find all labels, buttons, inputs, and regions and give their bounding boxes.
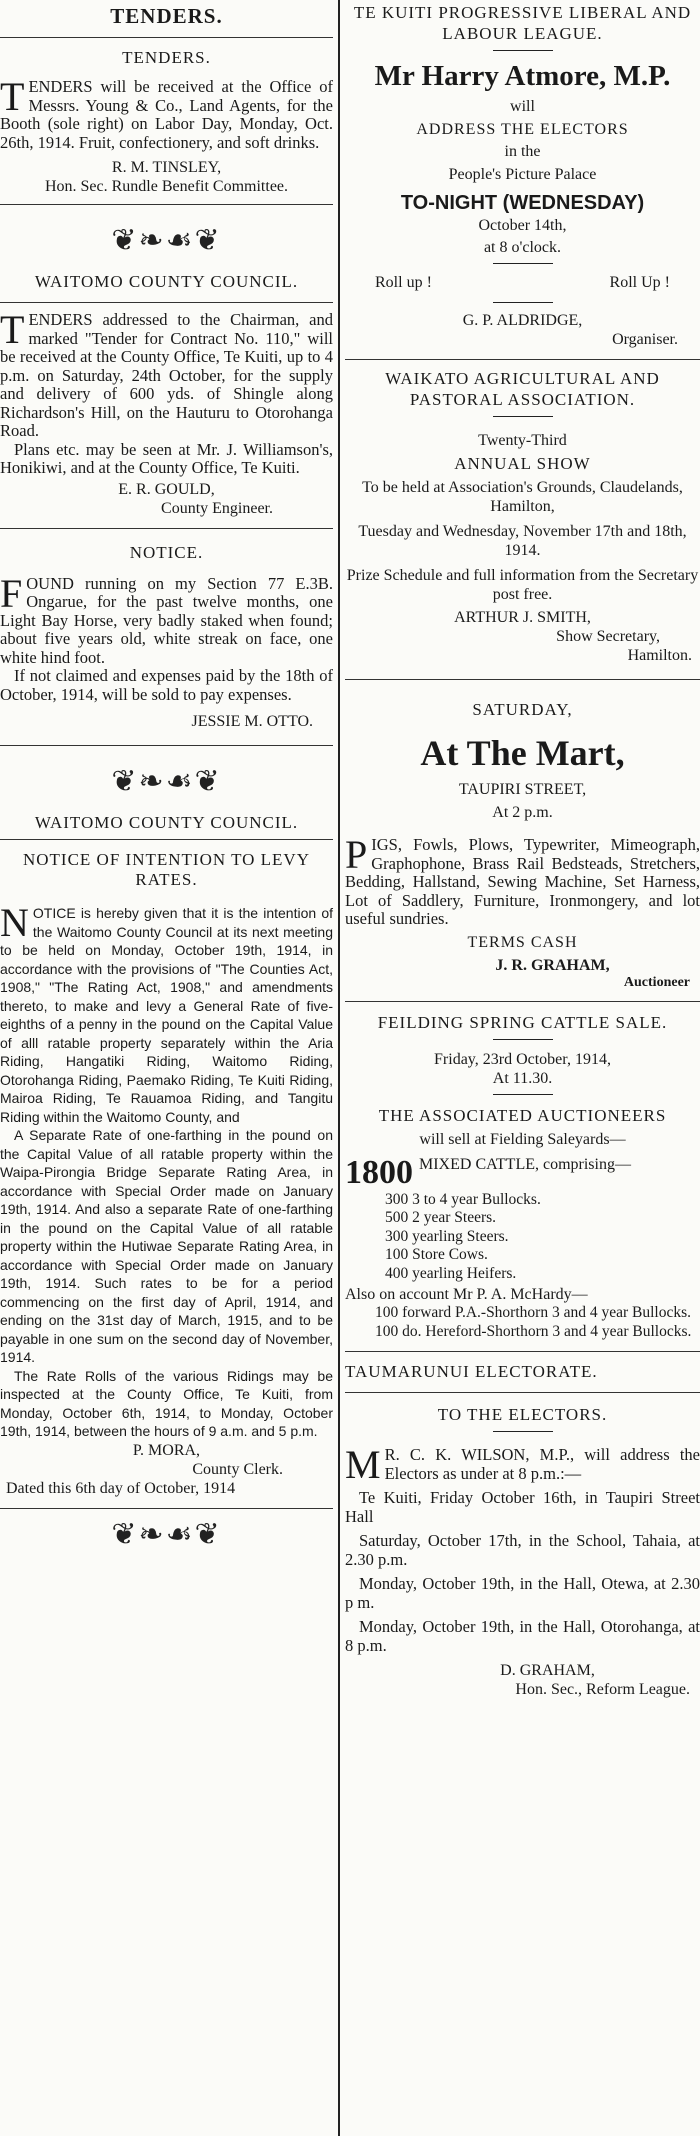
- atmore-tonight: TO-NIGHT (WEDNESDAY): [400, 192, 645, 214]
- roll-up-line: [345, 274, 700, 292]
- wilson-sig-name: D. GRAHAM,: [500, 1662, 595, 1679]
- divider: [345, 1351, 700, 1352]
- feilding-will-sell: will sell at Fielding Saleyards—: [419, 1130, 626, 1148]
- council2-separate-rate: A Separate Rate of one-farthing in the pound on the Capital Value of all ratable property within the Waipa-Pirongia Bridge Separate Rating Area, in accordance with Special Order made on January 19th, 1914. And also a separate Rate of one-farthing in the pound on the Capital Value of all ratable property within the Hutiwae Separate Rating Area, in accordance with Special Order made on January 19th, 1914. Such rates to be for a period commencing on the first day of April, 1914, and ending on the 31st day of March, 1915, and to be payable in one sum on the second day of November, 1914.: [0, 1127, 333, 1365]
- short-rule: [493, 263, 553, 264]
- column-divider: [338, 0, 340, 2136]
- printer-ornament-icon: ❦❧☙❦: [111, 224, 222, 257]
- short-rule: [493, 416, 553, 417]
- council1-sig-title: County Engineer.: [161, 499, 273, 517]
- mart-time: At 2 p.m.: [492, 804, 553, 821]
- waikato-sig-place: Hamilton.: [627, 647, 692, 664]
- mart-title: At The Mart,: [420, 733, 625, 773]
- short-rule: [493, 1039, 553, 1040]
- list-item: Monday, October 19th, in the Hall, Otewa, at 2.30 p m.: [345, 1574, 700, 1612]
- divider: [0, 204, 333, 205]
- taumarunui-header: TAUMARUNUI ELECTORATE.: [345, 1362, 598, 1381]
- roll-up-right: Roll Up !: [609, 274, 670, 291]
- notice-body: [0, 570, 333, 668]
- atmore-date: October 14th,: [478, 217, 567, 234]
- list-item: 100 forward P.A.-Shorthorn 3 and 4 year Bullocks.: [375, 1304, 691, 1321]
- tenders-sig-name: R. M. TINSLEY,: [111, 159, 222, 176]
- waikato-dates: Tuesday and Wednesday, November 17th and 18th, 1914.: [358, 523, 687, 559]
- feilding-also: Also on account Mr P. A. McHardy—: [345, 1286, 588, 1303]
- feilding-header: FEILDING SPRING CATTLE SALE.: [377, 1012, 668, 1032]
- drop-cap: N: [0, 900, 29, 945]
- mart-sig-name: J. R. GRAHAM,: [495, 956, 610, 974]
- waikato-prize: Prize Schedule and full information from the Secretary post free.: [346, 567, 699, 603]
- council1-header: WAITOMO COUNTY COUNCIL.: [34, 272, 299, 291]
- list-item: 400 yearling Heifers.: [385, 1264, 517, 1282]
- list-item: 300 yearling Steers.: [385, 1227, 509, 1245]
- divider: [345, 1001, 700, 1002]
- notice-header: NOTICE.: [129, 542, 204, 562]
- council1-text: ENDERS addressed to the Chairman, and marked "Tender for Contract No. 110," will be received at the County Office, Te Kuiti, up to 4 p.m. on Saturday, 24th October, for the supply and delivery of 600 yds. of Shingle along Richardson's Hill, on the Hauturu to Otorohanga Road.: [0, 310, 333, 440]
- divider: [0, 37, 333, 38]
- wilson-sig-title: Hon. Sec., Reform League.: [515, 1681, 690, 1698]
- drop-cap: T: [0, 307, 25, 352]
- drop-cap: M: [345, 1442, 381, 1487]
- notice-text: OUND running on my Section 77 E.3B. Ongarue, for the past twelve months, one Light Bay Horse, very badly staked when found; about five years old, white streak on face, one white hind foot.: [0, 573, 333, 667]
- list-item: 100 Store Cows.: [385, 1246, 488, 1263]
- council2-subheader: NOTICE OF INTENTION TO LEVY RATES.: [22, 850, 310, 889]
- atmore-sig-title: Organiser.: [612, 331, 678, 348]
- council2-text: OTICE is hereby given that it is the intention of the Waitomo County Council at its next meeting to be held on Monday, October 19th, 1914, in accordance with the provisions of "The Counties Act, 1908," "The Rating Act, 1908," and amendments thereto, to make and levy a General Rate of five-eighths of a penny in the pound on the Capital Value of alll ratable property separately within the Aria Riding, Hangatiki Riding, Waitomo Riding, Otorohanga Riding, Paemako Riding, Te Kuiti Riding, Mairoa Riding, Te Rauamoa Riding, and Tangitu Riding within the Waitomo County, and: [0, 905, 333, 1125]
- feilding-count-line: [345, 1155, 700, 1191]
- wilson-intro: [345, 1442, 700, 1487]
- printer-ornament-icon: ❦❧☙❦: [111, 1517, 222, 1551]
- divider: [0, 302, 333, 303]
- feilding-items: [345, 1191, 700, 1284]
- short-rule: [493, 1094, 553, 1095]
- waikato-sig-title: Show Secretary,: [556, 628, 660, 645]
- waikato-held: To be held at Association's Grounds, Claudelands, Hamilton,: [362, 479, 683, 515]
- electors-header: TO THE ELECTORS.: [437, 1405, 608, 1424]
- divider: [345, 359, 700, 360]
- divider: [345, 1392, 700, 1393]
- council2-rate-rolls: The Rate Rolls of the various Ridings may be inspected at the County Office, Te Kuiti, from Monday, October 6th, 1914, to Monday, October 19th, 1914, between the hours of 9 a.m. and 5 p.m.: [0, 1367, 333, 1439]
- left-column: [0, 0, 333, 1566]
- short-rule: [493, 302, 553, 303]
- right-column: [345, 0, 700, 1699]
- mart-sig-title: Auctioneer: [623, 974, 690, 990]
- list-item: 100 do. Hereford-Shorthorn 3 and 4 year Bullocks.: [375, 1322, 692, 1340]
- feilding-count: 1800: [345, 1154, 413, 1191]
- atmore-venue: People's Picture Palace: [448, 166, 597, 183]
- mart-body: [345, 832, 700, 929]
- short-rule: [493, 50, 553, 51]
- tenders-body: [0, 74, 333, 152]
- atmore-name: Mr Harry Atmore, M.P.: [374, 60, 671, 92]
- council2-dated: Dated this 6th day of October, 1914: [6, 1479, 236, 1497]
- tenders-text: ENDERS will be received at the Office of Messrs. Young & Co., Land Agents, for the Booth (sole right) on Labor Day, Monday, Oct. 26th, 1914. Fruit, confectionery, and soft drinks.: [0, 77, 333, 152]
- atmore-address: ADDRESS THE ELECTORS: [416, 121, 629, 138]
- short-rule: [493, 1431, 553, 1432]
- tenders-subheader: TENDERS.: [122, 48, 211, 67]
- council2-header: WAITOMO COUNTY COUNCIL.: [34, 813, 299, 832]
- drop-cap: P: [345, 832, 368, 877]
- council2-body: [0, 900, 333, 1126]
- divider: [0, 839, 333, 840]
- list-item: Saturday, October 17th, in the School, Tahaia, at 2.30 p.m.: [345, 1531, 700, 1569]
- council2-sig-title: County Clerk.: [192, 1460, 283, 1478]
- notice-sig: JESSIE M. OTTO.: [191, 713, 313, 730]
- council1-plans: Plans etc. may be seen at Mr. J. Williamson's, Honikiwi, and at the County Office, Te Kuiti.: [0, 439, 333, 477]
- waikato-show: ANNUAL SHOW: [454, 454, 591, 473]
- feilding-date: Friday, 23rd October, 1914,: [434, 1050, 611, 1068]
- atmore-sig-name: G. P. ALDRIDGE,: [462, 312, 583, 329]
- mart-text: IGS, Fowls, Plows, Typewriter, Mimeograph, Graphophone, Brass Rail Bedsteads, Stretchers, Bedding, Hallstand, Sewing Machine, Set Harness, Lot of Saddlery, Furniture, Ironmongery, and lot useful sundries.: [345, 835, 700, 928]
- wilson-text: R. C. K. WILSON, M.P., will address the Electors as under at 8 p.m.:—: [384, 1445, 700, 1483]
- waikato-sig-name: ARTHUR J. SMITH,: [454, 609, 591, 626]
- mart-street: TAUPIRI STREET,: [458, 781, 587, 798]
- waikato-ordinal: Twenty-Third: [478, 432, 567, 449]
- atmore-will: will: [510, 98, 535, 115]
- council1-sig-name: E. R. GOULD,: [118, 480, 215, 498]
- waikato-header: WAIKATO AGRICULTURAL AND PASTORAL ASSOCIATION.: [385, 369, 660, 409]
- divider: [0, 745, 333, 746]
- league-header: TE KUITI PROGRESSIVE LIBERAL AND LABOUR LEAGUE.: [353, 3, 692, 43]
- notice-claim: If not claimed and expenses paid by the 18th of October, 1914, will be sold to pay expenses.: [0, 666, 333, 704]
- mart-terms: TERMS CASH: [467, 933, 578, 951]
- feilding-mixed: MIXED CATTLE, comprising—: [419, 1155, 631, 1173]
- drop-cap: T: [0, 74, 25, 119]
- council1-body: [0, 307, 333, 441]
- tenders-sig-title: Hon. Sec. Rundle Benefit Committee.: [44, 178, 289, 195]
- divider: [0, 1508, 333, 1509]
- atmore-in-the: in the: [504, 143, 541, 160]
- feilding-auctioneers: THE ASSOCIATED AUCTIONEERS: [378, 1105, 667, 1125]
- mart-day: SATURDAY,: [472, 700, 573, 719]
- roll-up-left: Roll up !: [375, 274, 432, 291]
- tenders-section-header: TENDERS.: [110, 4, 223, 28]
- list-item: 300 3 to 4 year Bullocks.: [385, 1190, 541, 1208]
- drop-cap: F: [0, 570, 23, 616]
- divider: [0, 528, 333, 529]
- list-item: Te Kuiti, Friday October 16th, in Taupiri Street Hall: [345, 1488, 700, 1526]
- list-item: Monday, October 19th, in the Hall, Otorohanga, at 8 p.m.: [345, 1617, 700, 1655]
- council2-sig-name: P. MORA,: [132, 1441, 201, 1459]
- feilding-time: At 11.30.: [492, 1069, 553, 1087]
- atmore-time: at 8 o'clock.: [483, 239, 562, 256]
- divider: [345, 679, 700, 680]
- list-item: 500 2 year Steers.: [385, 1209, 497, 1226]
- printer-ornament-icon: ❦❧☙❦: [111, 765, 222, 798]
